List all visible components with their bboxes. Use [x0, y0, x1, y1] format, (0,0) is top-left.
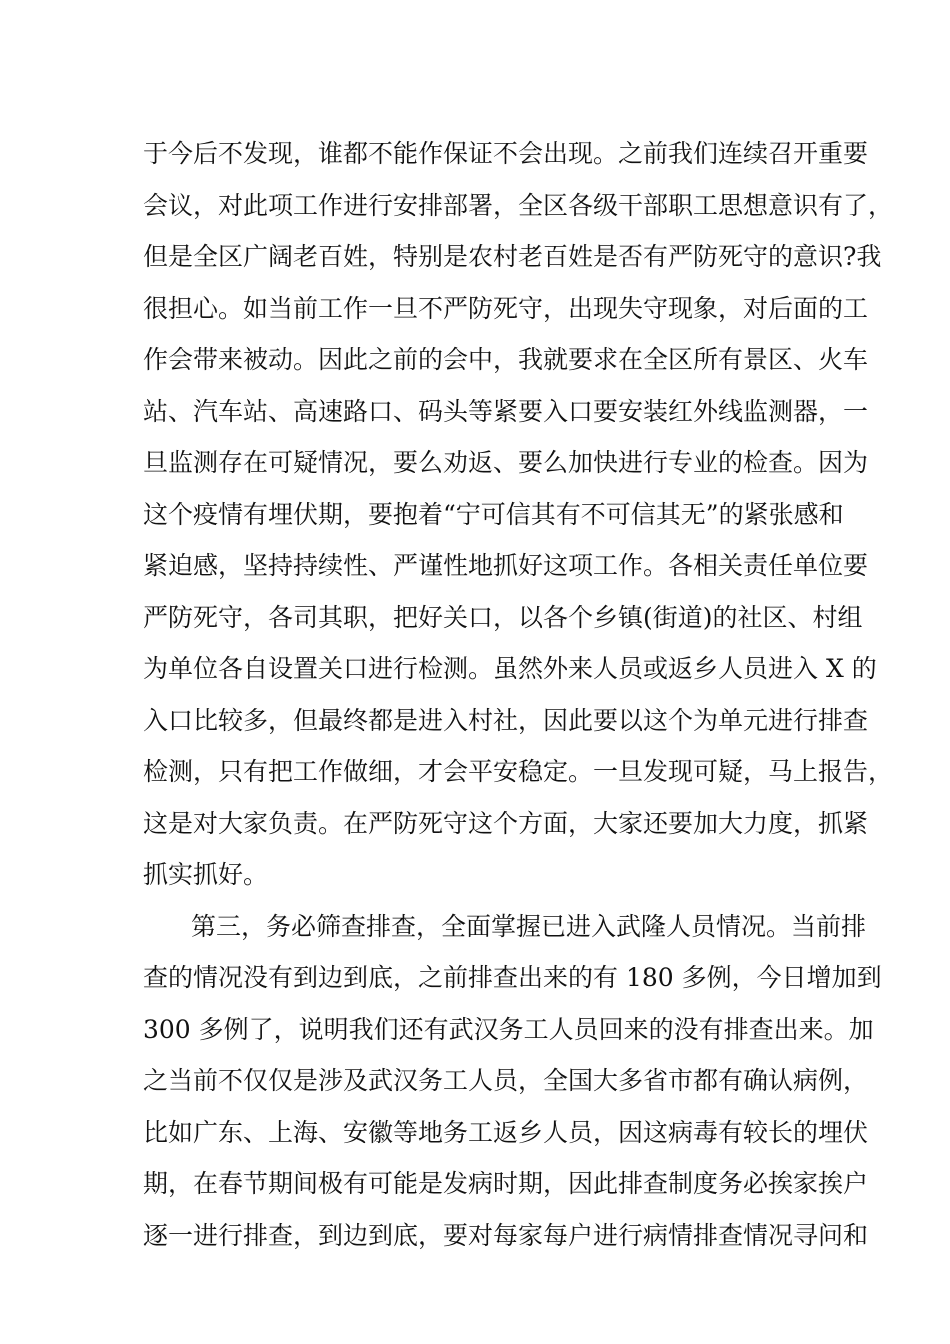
text-line-18: 300 多例了，说明我们还有武汉务工人员回来的没有排查出来。加 — [143, 1015, 874, 1044]
text-line-1: 于今后不发现，谁都不能作保证不会出现。之前我们连续召开重要 — [143, 139, 869, 168]
text-line-22: 逐一进行排查，到边到底，要对每家每户进行病情排查情况寻问和 — [143, 1221, 869, 1250]
text-line-21: 期，在春节期间极有可能是发病时期，因此排查制度务必挨家挨户 — [143, 1169, 869, 1198]
text-line-10: 严防死守，各司其职，把好关口，以各个乡镇(街道)的社区、村组 — [143, 603, 863, 632]
text-line-4: 很担心。如当前工作一旦不严防死守，出现失守现象，对后面的工 — [143, 294, 869, 323]
text-line-17: 查的情况没有到边到底，之前排查出来的有 180 多例，今日增加到 — [143, 963, 882, 992]
text-line-12: 入口比较多，但最终都是进入村社，因此要以这个为单元进行排查 — [143, 706, 869, 735]
paragraph-start-line: 第三，务必筛查排查，全面掌握已进入武隆人员情况。当前排 — [191, 912, 867, 941]
text-line-5: 作会带来被动。因此之前的会中，我就要求在全区所有景区、火车 — [143, 345, 869, 374]
text-line-3: 但是全区广阔老百姓，特别是农村老百姓是否有严防死守的意识?我 — [143, 242, 882, 271]
text-line-13: 检测，只有把工作做细，才会平安稳定。一旦发现可疑，马上报告， — [143, 757, 894, 786]
text-line-14: 这是对大家负责。在严防死守这个方面，大家还要加大力度，抓紧 — [143, 809, 869, 838]
text-line-20: 比如广东、上海、安徽等地务工返乡人员，因这病毒有较长的埋伏 — [143, 1118, 869, 1147]
text-line-11: 为单位各自设置关口进行检测。虽然外来人员或返乡人员进入 X 的 — [143, 654, 877, 683]
text-line-9: 紧迫感，坚持持续性、严谨性地抓好这项工作。各相关责任单位要 — [143, 551, 869, 580]
text-line-15: 抓实抓好。 — [143, 860, 269, 889]
text-line-19: 之当前不仅仅是涉及武汉务工人员，全国大多省市都有确认病例， — [143, 1066, 869, 1095]
text-line-7: 旦监测存在可疑情况，要么劝返、要么加快进行专业的检查。因为 — [143, 448, 869, 477]
text-line-8: 这个疫情有埋伏期，要抱着“宁可信其有不可信其无”的紧张感和 — [143, 500, 844, 529]
text-line-6: 站、汽车站、高速路口、码头等紧要入口要安装红外线监测器，一 — [143, 397, 869, 426]
text-line-2: 会议，对此项工作进行安排部署，全区各级干部职工思想意识有了， — [143, 191, 894, 220]
